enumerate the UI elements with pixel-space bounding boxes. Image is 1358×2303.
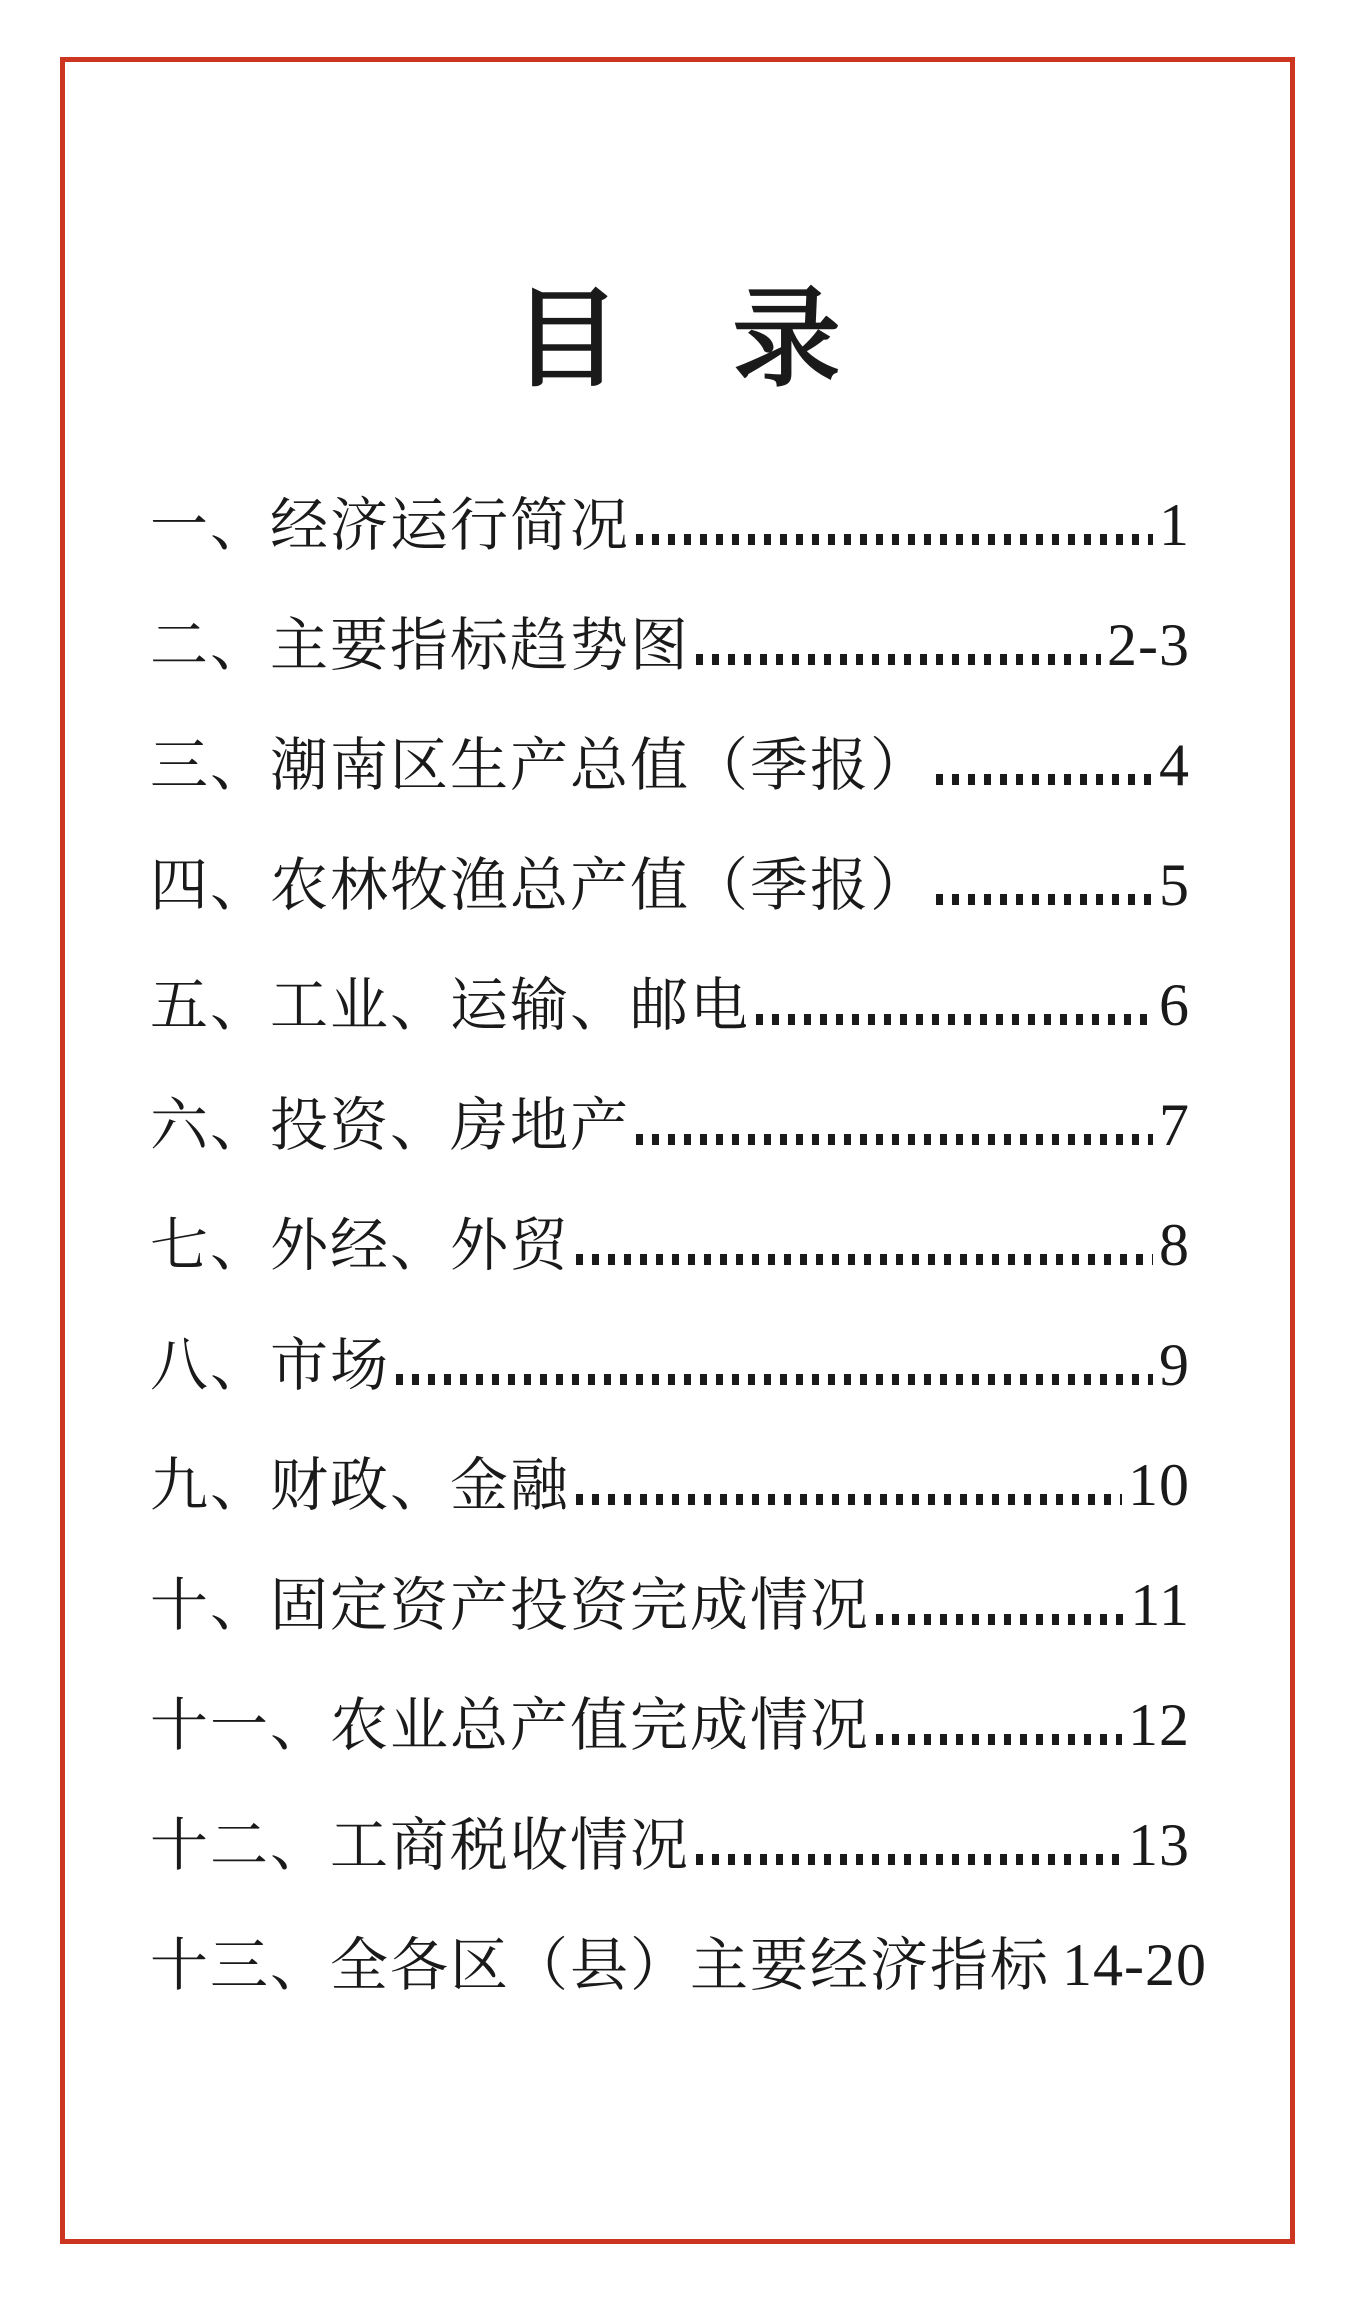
toc-entry-page: 13: [1128, 1812, 1190, 1878]
toc-entry-label: 二、主要指标趋势图: [150, 613, 691, 678]
toc-entry: [150, 1305, 1190, 1425]
toc-entry: [150, 585, 1190, 705]
toc-entry-page: 6: [1159, 972, 1190, 1038]
toc-entry: [150, 1905, 1207, 2025]
toc-entry: [150, 1785, 1190, 1905]
dot-leader: [696, 1854, 1122, 1865]
toc-entry-label: 八、市场: [150, 1333, 391, 1398]
toc-entry: [150, 1425, 1190, 1545]
toc-entry-label: 六、投资、房地产: [150, 1093, 631, 1158]
dot-leader: [576, 1254, 1153, 1265]
dot-leader: [936, 894, 1153, 905]
toc-entry-page: 14-20: [1062, 1932, 1207, 1998]
red-border-frame: [60, 57, 1295, 2244]
dot-leader: [396, 1374, 1153, 1385]
toc-entry-label: 三、潮南区生产总值（季报）: [150, 733, 931, 798]
toc-entry-page: 10: [1128, 1452, 1190, 1518]
dot-leader: [936, 774, 1153, 785]
dot-leader: [876, 1734, 1122, 1745]
toc-entry: [150, 465, 1190, 585]
toc-entry: [150, 1545, 1190, 1665]
toc-entry-label: 十三、全各区（县）主要经济指标: [150, 1933, 1051, 1998]
toc-entry: [150, 1665, 1190, 1785]
dot-leader: [636, 534, 1153, 545]
dot-leader: [876, 1614, 1124, 1625]
page-title: 目 录: [512, 281, 843, 400]
dot-leader: [576, 1494, 1122, 1505]
toc-entry-page: 7: [1159, 1092, 1190, 1158]
dot-leader: [696, 654, 1101, 665]
toc-entry-label: 七、外经、外贸: [150, 1213, 571, 1278]
toc-entry-page: 9: [1159, 1332, 1190, 1398]
toc-entry-page: 12: [1128, 1692, 1190, 1758]
toc-entry-page: 4: [1159, 732, 1190, 798]
toc-entry-label: 十二、工商税收情况: [150, 1813, 691, 1878]
toc-entry: [150, 1185, 1190, 1305]
toc-entry-label: 九、财政、金融: [150, 1453, 571, 1518]
toc-entry-label: 一、经济运行简况: [150, 493, 631, 558]
dot-leader: [756, 1014, 1153, 1025]
toc-entry: [150, 945, 1190, 1065]
toc-entry-label: 十、固定资产投资完成情况: [150, 1573, 871, 1638]
toc-entry-page: 5: [1159, 852, 1190, 918]
toc-entry-label: 五、工业、运输、邮电: [150, 973, 751, 1038]
toc-entry-label: 四、农林牧渔总产值（季报）: [150, 853, 931, 918]
dot-leader: [636, 1134, 1153, 1145]
toc-entry: [150, 1065, 1190, 1185]
toc-entry-page: 11: [1130, 1572, 1190, 1638]
toc-entry-page: 1: [1159, 492, 1190, 558]
toc-entry-page: 2-3: [1107, 612, 1190, 678]
toc-entry-page: 8: [1159, 1212, 1190, 1278]
toc-entry: [150, 825, 1190, 945]
toc-list: [150, 465, 1207, 2025]
toc-entry-label: 十一、农业总产值完成情况: [150, 1693, 871, 1758]
toc-entry: [150, 705, 1190, 825]
